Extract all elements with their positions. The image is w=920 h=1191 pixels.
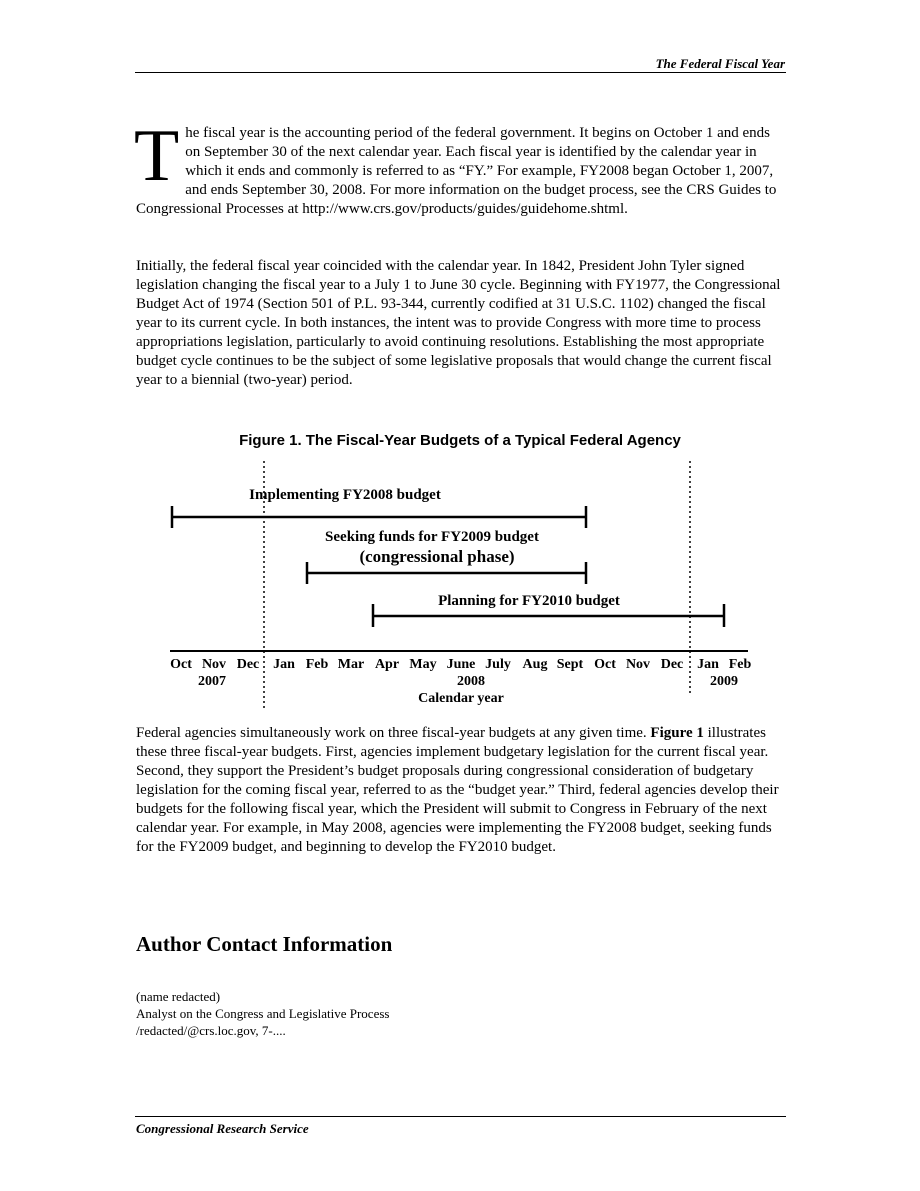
month-label: Dec [660, 657, 684, 672]
month-label: Jan [273, 657, 295, 672]
history-paragraph: Initially, the federal fiscal year coincided with the calendar year. In 1842, President John Tyler signed legislation changing the fiscal year to a July 1 to June 30 cycle. Beginning with FY1977, the Congressional Budget Act of 1974 (Section 501 of P.L. 93-344, currently codified at 31 U.S.C. 1102) changed the fiscal year to its current cycle. In both instances, the intent was to provide Congress with more time to process appropriations legislation, particularly to avoid continuing resolutions. Establishing the most appropriate budget cycle continues to be the subject of some legislative proposals that would change the current fiscal year to a biennial (two-year) period. [136, 258, 781, 388]
month-label: Sept [556, 657, 584, 672]
year-2007-label: 2007 [198, 674, 226, 689]
month-label: July [485, 657, 511, 672]
seeking-label-line2: (congressional phase) [359, 547, 515, 566]
month-label: Mar [337, 657, 365, 672]
author-contact-details: /redacted/@crs.loc.gov, 7-.... [136, 1023, 286, 1038]
intro-paragraph [134, 115, 786, 219]
month-label: Dec [236, 657, 260, 672]
month-label: Jan [697, 657, 719, 672]
month-labels [170, 657, 751, 672]
month-label: Nov [625, 657, 651, 672]
figure-reference: Figure 1 [650, 725, 704, 741]
figure-caption: Figure 1. The Fiscal-Year Budgets of a Typical Federal Agency [239, 432, 681, 449]
month-label: Apr [374, 657, 400, 672]
month-label: May [409, 657, 437, 672]
month-label: June [446, 657, 476, 672]
author-name: (name redacted) [136, 989, 221, 1004]
budgets-paragraph-text: illustrates these three fiscal-year budgets. First, agencies implement budgetary legislation for the current fiscal year. Second, they support the President’s budget proposals during congressional consideration of budgetary legislation for the coming fiscal year, referred to as the “budget year.” Third, federal agencies develop their budgets for the following fiscal year, which the President will submit to Congress in February of the next calendar year. For example, in May 2008, agencies were implementing the FY2008 budget, seeking funds for the FY2009 budget, and beginning to develop the FY2010 budget. [136, 725, 779, 855]
calendar-year-label: Calendar year [418, 691, 504, 706]
month-label: Oct [170, 657, 192, 672]
running-header-title: The Federal Fiscal Year [655, 56, 785, 71]
implementing-bar [172, 506, 586, 528]
planning-label: Planning for FY2010 budget [438, 593, 620, 609]
month-label: Feb [305, 657, 329, 672]
intro-paragraph-text: he fiscal year is the accounting period of the federal government. It begins on October 1 and ends on September 30 of the next calendar year. Each fiscal year is identified by the calendar year in which it ends and commonly is referred to as “FY.” For example, FY2008 began October 1, 2007, and ends September 30, 2008. For more information on the budget process, see the CRS Guides to Congressional Processes at http://www.crs.gov/products/guides/guidehome.shtml. [136, 125, 777, 217]
budgets-paragraph [136, 724, 786, 857]
author-contact-block [136, 988, 389, 1039]
footer-rule [135, 1116, 786, 1117]
budgets-paragraph-lead: Federal agencies simultaneously work on three fiscal-year budgets at any given time. [136, 725, 651, 741]
header-rule [135, 72, 786, 73]
fiscal-year-timeline-figure [0, 455, 920, 715]
year-2008-label: 2008 [457, 674, 485, 689]
drop-cap: T [134, 115, 180, 197]
author-title: Analyst on the Congress and Legislative Process [136, 1006, 390, 1021]
month-label: Nov [201, 657, 227, 672]
seeking-label-line1: Seeking funds for FY2009 budget [325, 529, 539, 545]
month-label: Oct [594, 657, 616, 672]
month-label: Aug [522, 657, 548, 672]
footer-text: Congressional Research Service [136, 1121, 309, 1136]
implementing-label: Implementing FY2008 budget [249, 487, 441, 503]
author-contact-heading: Author Contact Information [136, 932, 393, 956]
month-label: Feb [728, 657, 752, 672]
year-2009-label: 2009 [710, 674, 738, 689]
